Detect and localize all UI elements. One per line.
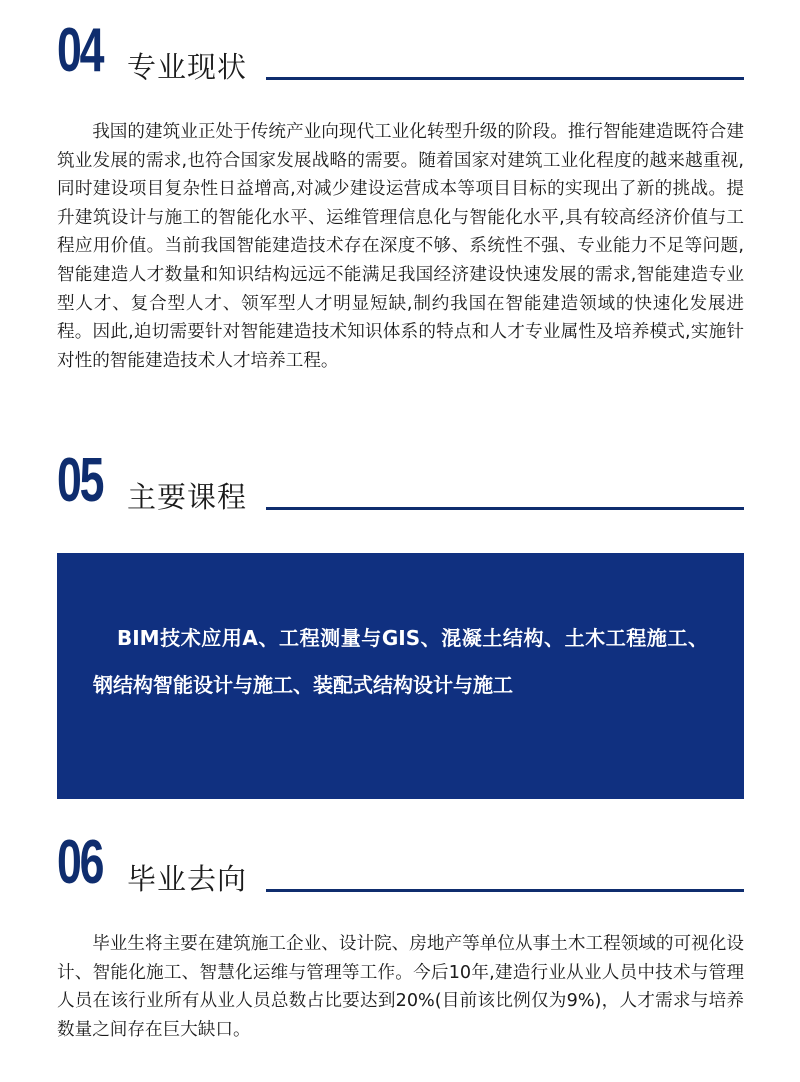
section-divider bbox=[266, 77, 744, 80]
course-list-box bbox=[57, 553, 744, 799]
section-number: 06 bbox=[57, 828, 103, 897]
section-paragraph-current-status: 我国的建筑业正处于传统产业向现代工业化转型升级的阶段。推行智能建造既符合建筑业发展的需求,也符合国家发展战略的需要。随着国家对建筑工业化程度的越来越重视,同时建设项目复杂性日益增高,对减少建设运营成本等项目目标的实现出了新的挑战。提升建筑设计与施工的智能化水平、运维管理信息化与智能化水平,具有较高经济价值与工程应用价值。当前我国智能建造技术存在深度不够、系统性不强、专业能力不足等问题,智能建造人才数量和知识结构远远不能满足我国经济建设快速发展的需求,智能建造专业型人才、复合型人才、领军型人才明显短缺,制约我国在智能建造领域的快速化发展进程。因此,迫切需要针对智能建造技术知识体系的特点和人才专业属性及培养模式,实施针对性的智能建造技术人才培养工程。 bbox=[57, 122, 744, 371]
section-paragraph-career-paths: 毕业生将主要在建筑施工企业、设计院、房地产等单位从事土木工程领域的可视化设计、智能化施工、智慧化运维与管理等工作。今后10年,建造行业从业人员中技术与管理人员在该行业所有从业人员总数占比要达到20%(目前该比例仅为9%)，人才需求与培养数量之间存在巨大缺口。 bbox=[57, 934, 744, 1040]
section-divider bbox=[266, 889, 744, 892]
section-title: 毕业去向 bbox=[127, 862, 248, 896]
section-number: 05 bbox=[57, 446, 103, 515]
section-header-05 bbox=[57, 446, 744, 515]
section-header-04 bbox=[57, 16, 744, 85]
section-title: 主要课程 bbox=[127, 480, 248, 514]
section-number: 04 bbox=[57, 16, 103, 85]
section-header-06 bbox=[57, 828, 744, 897]
section-divider bbox=[266, 507, 744, 510]
section-title: 专业现状 bbox=[127, 50, 248, 84]
course-list-text: BIM技术应用A、工程测量与GIS、混凝土结构、土木工程施工、钢结构智能设计与施工、装配式结构设计与施工 bbox=[93, 626, 708, 697]
